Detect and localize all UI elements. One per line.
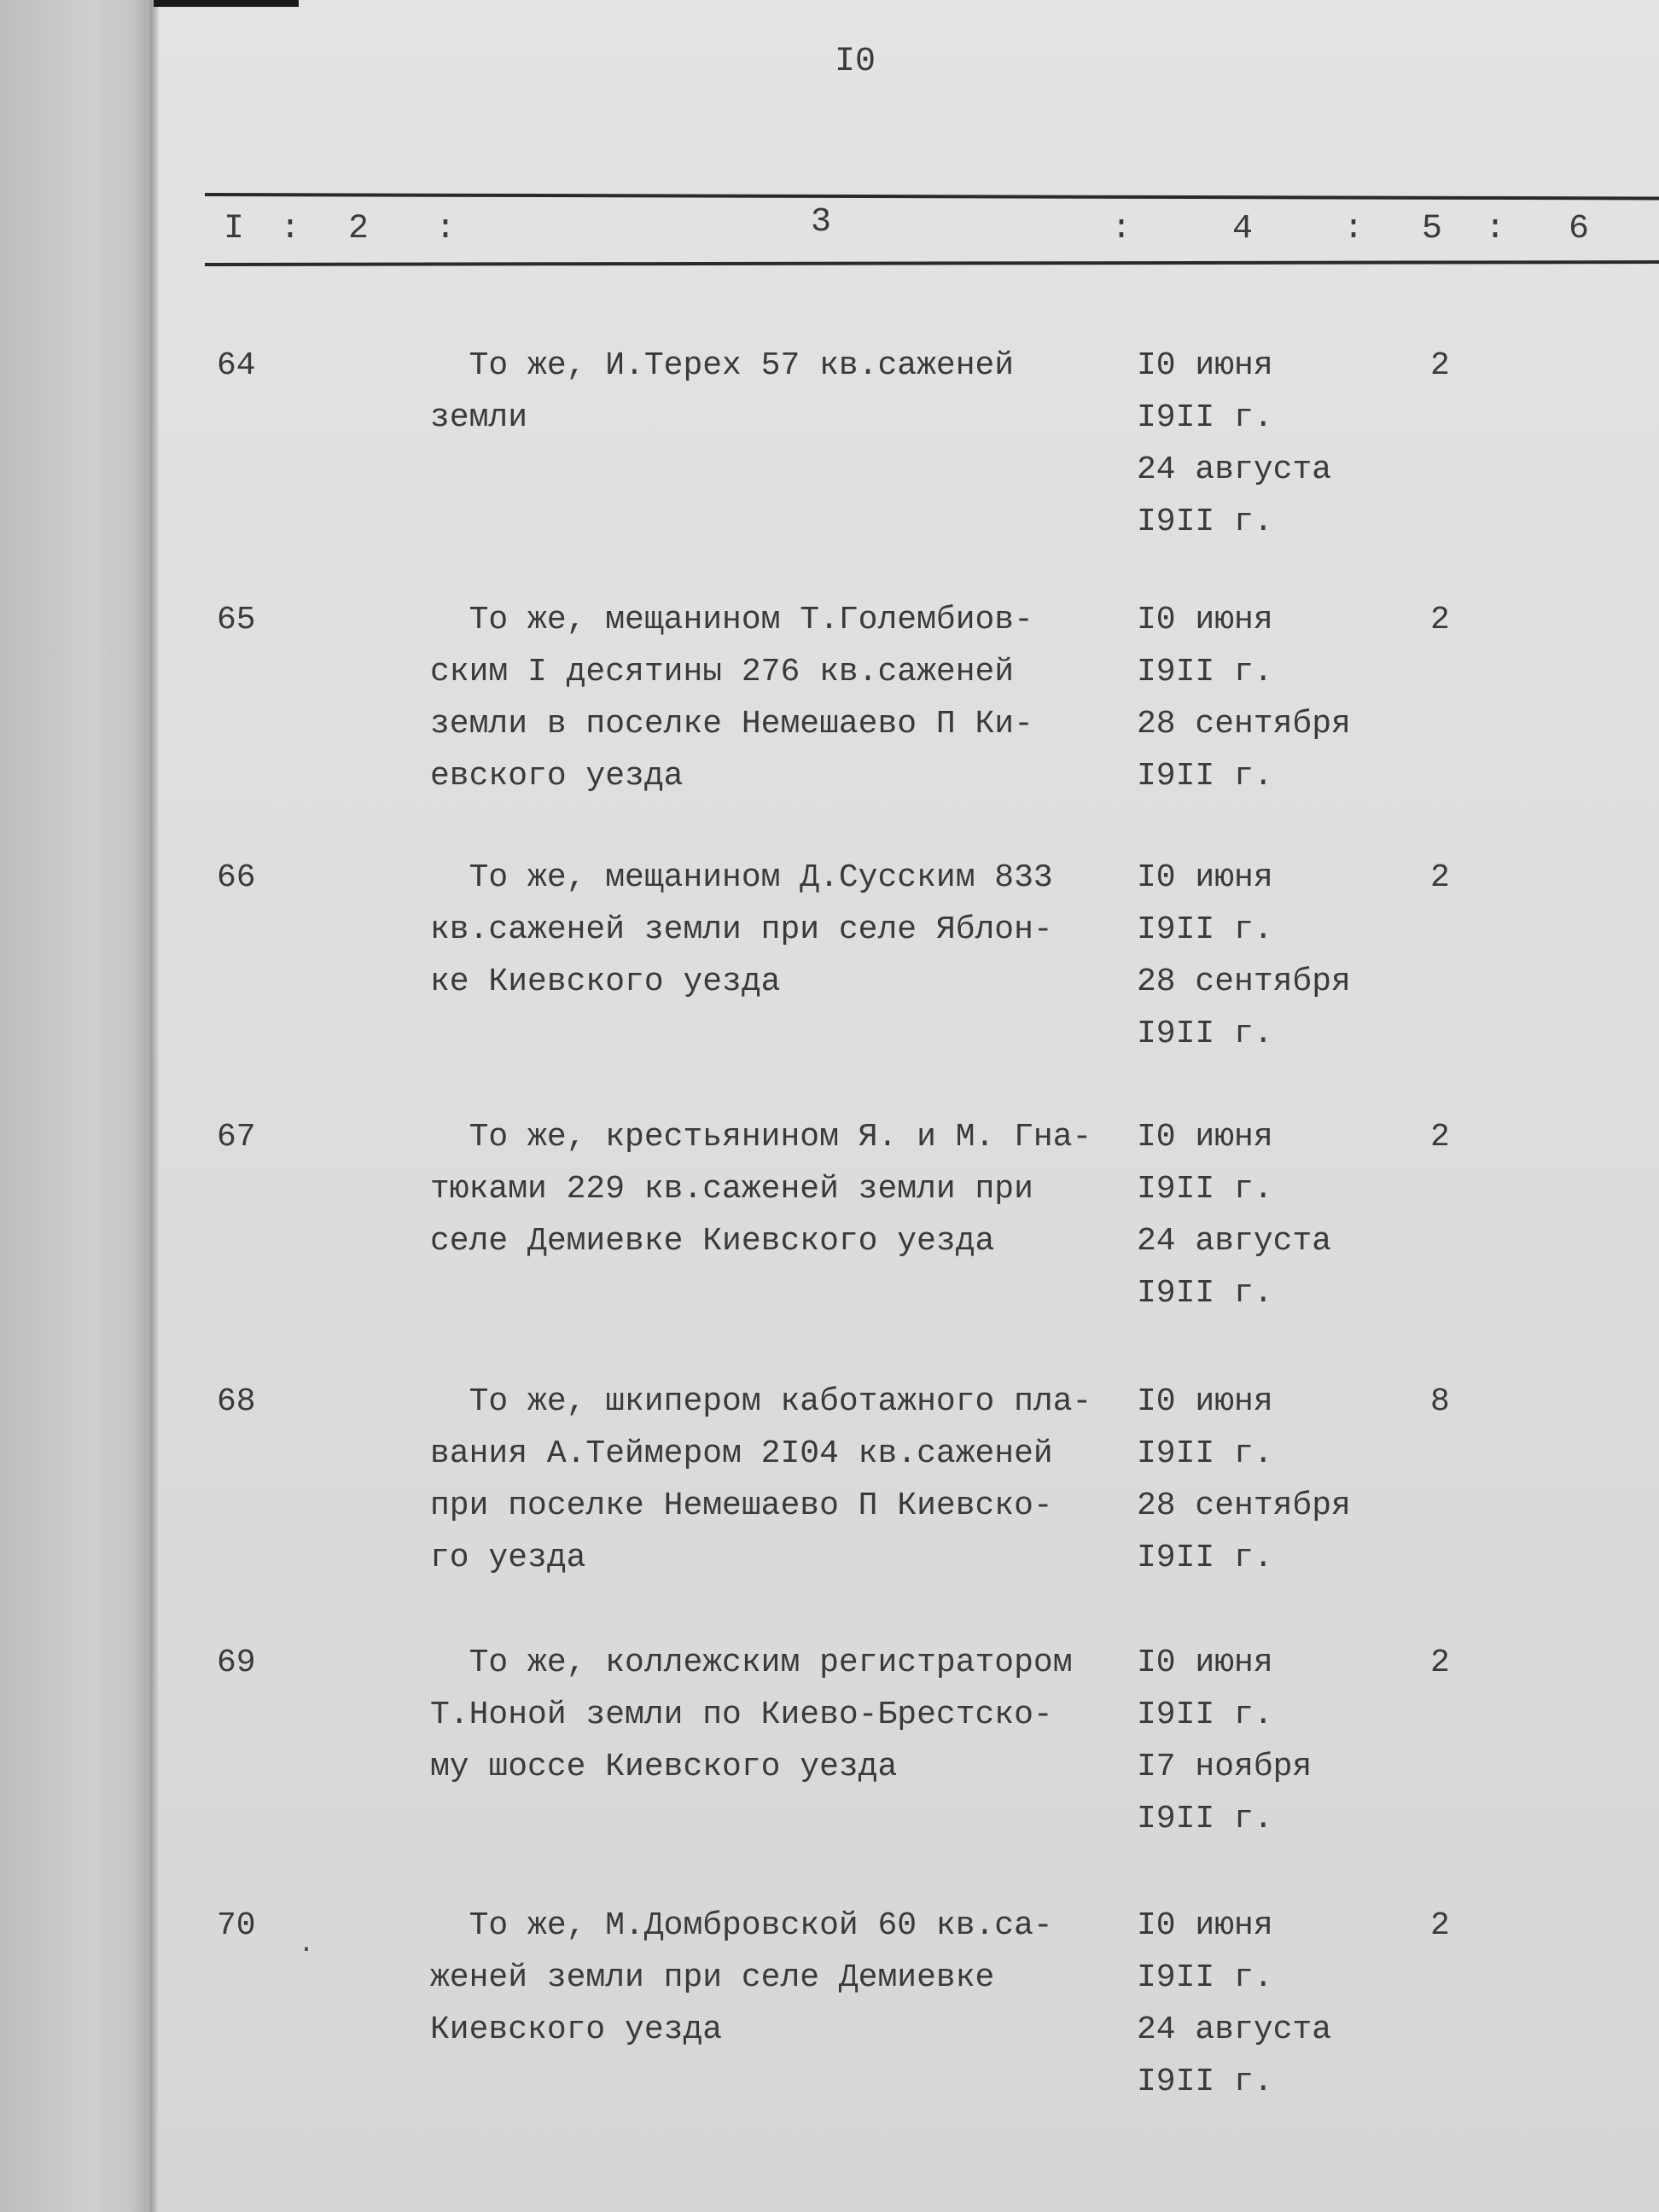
entry-number: 66 (217, 859, 256, 896)
date-line: I0 июня (1137, 602, 1273, 638)
description-line: То же, мещанином Д.Сусским 833 (430, 859, 1053, 896)
entry-count: 8 (1430, 1383, 1450, 1420)
document-page (159, 0, 1659, 2212)
description-line: То же, крестьянином Я. и М. Гна- (430, 1119, 1092, 1155)
date-line: I9II г. (1137, 911, 1273, 948)
date-line: I9II г. (1137, 1959, 1273, 1996)
date-line: I9II г. (1137, 758, 1273, 795)
entry-dates (1137, 340, 1418, 548)
description-line: земли (430, 399, 528, 436)
date-line: I9II г. (1137, 1801, 1273, 1837)
date-line: 28 сентября (1137, 1487, 1351, 1524)
description-line: То же, мещанином Т.Голембиов- (430, 602, 1033, 638)
column-separator: : (1111, 210, 1132, 248)
entry-dates (1137, 1637, 1418, 1845)
date-line: I0 июня (1137, 1907, 1273, 1944)
description-line: селе Демиевке Киевского уезда (430, 1223, 995, 1260)
entry-dates (1137, 594, 1418, 802)
date-line: I0 июня (1137, 347, 1273, 384)
description-line: вания А.Теймером 2I04 кв.саженей (430, 1435, 1053, 1472)
entry-description (430, 1111, 1130, 1267)
stray-mark: · (299, 1936, 315, 1965)
date-line: I9II г. (1137, 1016, 1273, 1052)
date-line: I9II г. (1137, 1275, 1273, 1312)
column-header-5: 5 (1422, 210, 1443, 248)
entry-description (430, 1637, 1130, 1793)
date-line: 28 сентября (1137, 706, 1351, 742)
entry-number: 70 (217, 1907, 256, 1944)
date-line: I9II г. (1137, 2064, 1273, 2100)
date-line: I9II г. (1137, 504, 1273, 540)
entry-number: 67 (217, 1119, 256, 1155)
description-line: при поселке Немешаево П Киевско- (430, 1487, 1053, 1524)
date-line: 24 августа (1137, 1223, 1332, 1260)
date-line: I9II г. (1137, 399, 1273, 436)
entry-dates (1137, 1376, 1418, 1584)
page-number: I0 (835, 43, 876, 81)
entry-count: 2 (1430, 859, 1450, 896)
page-fold (150, 0, 159, 2212)
entry-count: 2 (1430, 1907, 1450, 1944)
column-separator: : (1343, 210, 1365, 248)
entry-count: 2 (1430, 602, 1450, 638)
column-header-3: 3 (811, 203, 832, 242)
entry-count: 2 (1430, 1119, 1450, 1155)
column-separator: : (435, 210, 457, 248)
description-line: му шоссе Киевского уезда (430, 1749, 898, 1785)
binding-shadow (0, 0, 154, 2212)
description-line: То же, коллежским регистратором (430, 1644, 1073, 1681)
column-header-4: 4 (1232, 210, 1254, 248)
page-corner-edge (154, 0, 299, 7)
date-line: I0 июня (1137, 1383, 1273, 1420)
column-header-6: 6 (1569, 210, 1590, 248)
column-separator: : (1485, 210, 1506, 248)
description-line: То же, М.Домбровской 60 кв.са- (430, 1907, 1053, 1944)
description-line: женей земли при селе Демиевке (430, 1959, 995, 1996)
date-line: I9II г. (1137, 1435, 1273, 1472)
description-line: земли в поселке Немешаево П Ки- (430, 706, 1033, 742)
date-line: I7 ноября (1137, 1749, 1313, 1785)
entry-description (430, 1900, 1130, 2056)
date-line: I0 июня (1137, 1119, 1273, 1155)
entry-description (430, 1376, 1130, 1584)
entry-description (430, 852, 1130, 1008)
date-line: I9II г. (1137, 1697, 1273, 1733)
date-line: 28 сентября (1137, 963, 1351, 1000)
description-line: ке Киевского уезда (430, 963, 781, 1000)
description-line: ским I десятины 276 кв.саженей (430, 654, 1015, 690)
date-line: 24 августа (1137, 2011, 1332, 2048)
entry-dates (1137, 852, 1418, 1060)
entry-number: 69 (217, 1644, 256, 1681)
date-line: I0 июня (1137, 1644, 1273, 1681)
column-header-1: I (224, 210, 245, 248)
date-line: I9II г. (1137, 1171, 1273, 1208)
description-line: Киевского уезда (430, 2011, 723, 2048)
date-line: I0 июня (1137, 859, 1273, 896)
description-line: евского уезда (430, 758, 684, 795)
entry-number: 65 (217, 602, 256, 638)
entry-number: 64 (217, 347, 256, 384)
entry-description (430, 594, 1130, 802)
description-line: кв.саженей земли при селе Яблон- (430, 911, 1053, 948)
date-line: 24 августа (1137, 451, 1332, 488)
entry-count: 2 (1430, 1644, 1450, 1681)
column-separator: : (280, 210, 301, 248)
description-line: То же, И.Терех 57 кв.саженей (430, 347, 1015, 384)
column-header-2: 2 (348, 210, 370, 248)
description-line: тюками 229 кв.саженей земли при (430, 1171, 1033, 1208)
entry-dates (1137, 1900, 1418, 2108)
entry-number: 68 (217, 1383, 256, 1420)
entry-dates (1137, 1111, 1418, 1319)
entry-count: 2 (1430, 347, 1450, 384)
date-line: I9II г. (1137, 654, 1273, 690)
description-line: То же, шкипером каботажного пла- (430, 1383, 1092, 1420)
description-line: Т.Ноной земли по Киево-Брестско- (430, 1697, 1053, 1733)
description-line: го уезда (430, 1540, 586, 1576)
entry-description (430, 340, 1130, 444)
date-line: I9II г. (1137, 1540, 1273, 1576)
